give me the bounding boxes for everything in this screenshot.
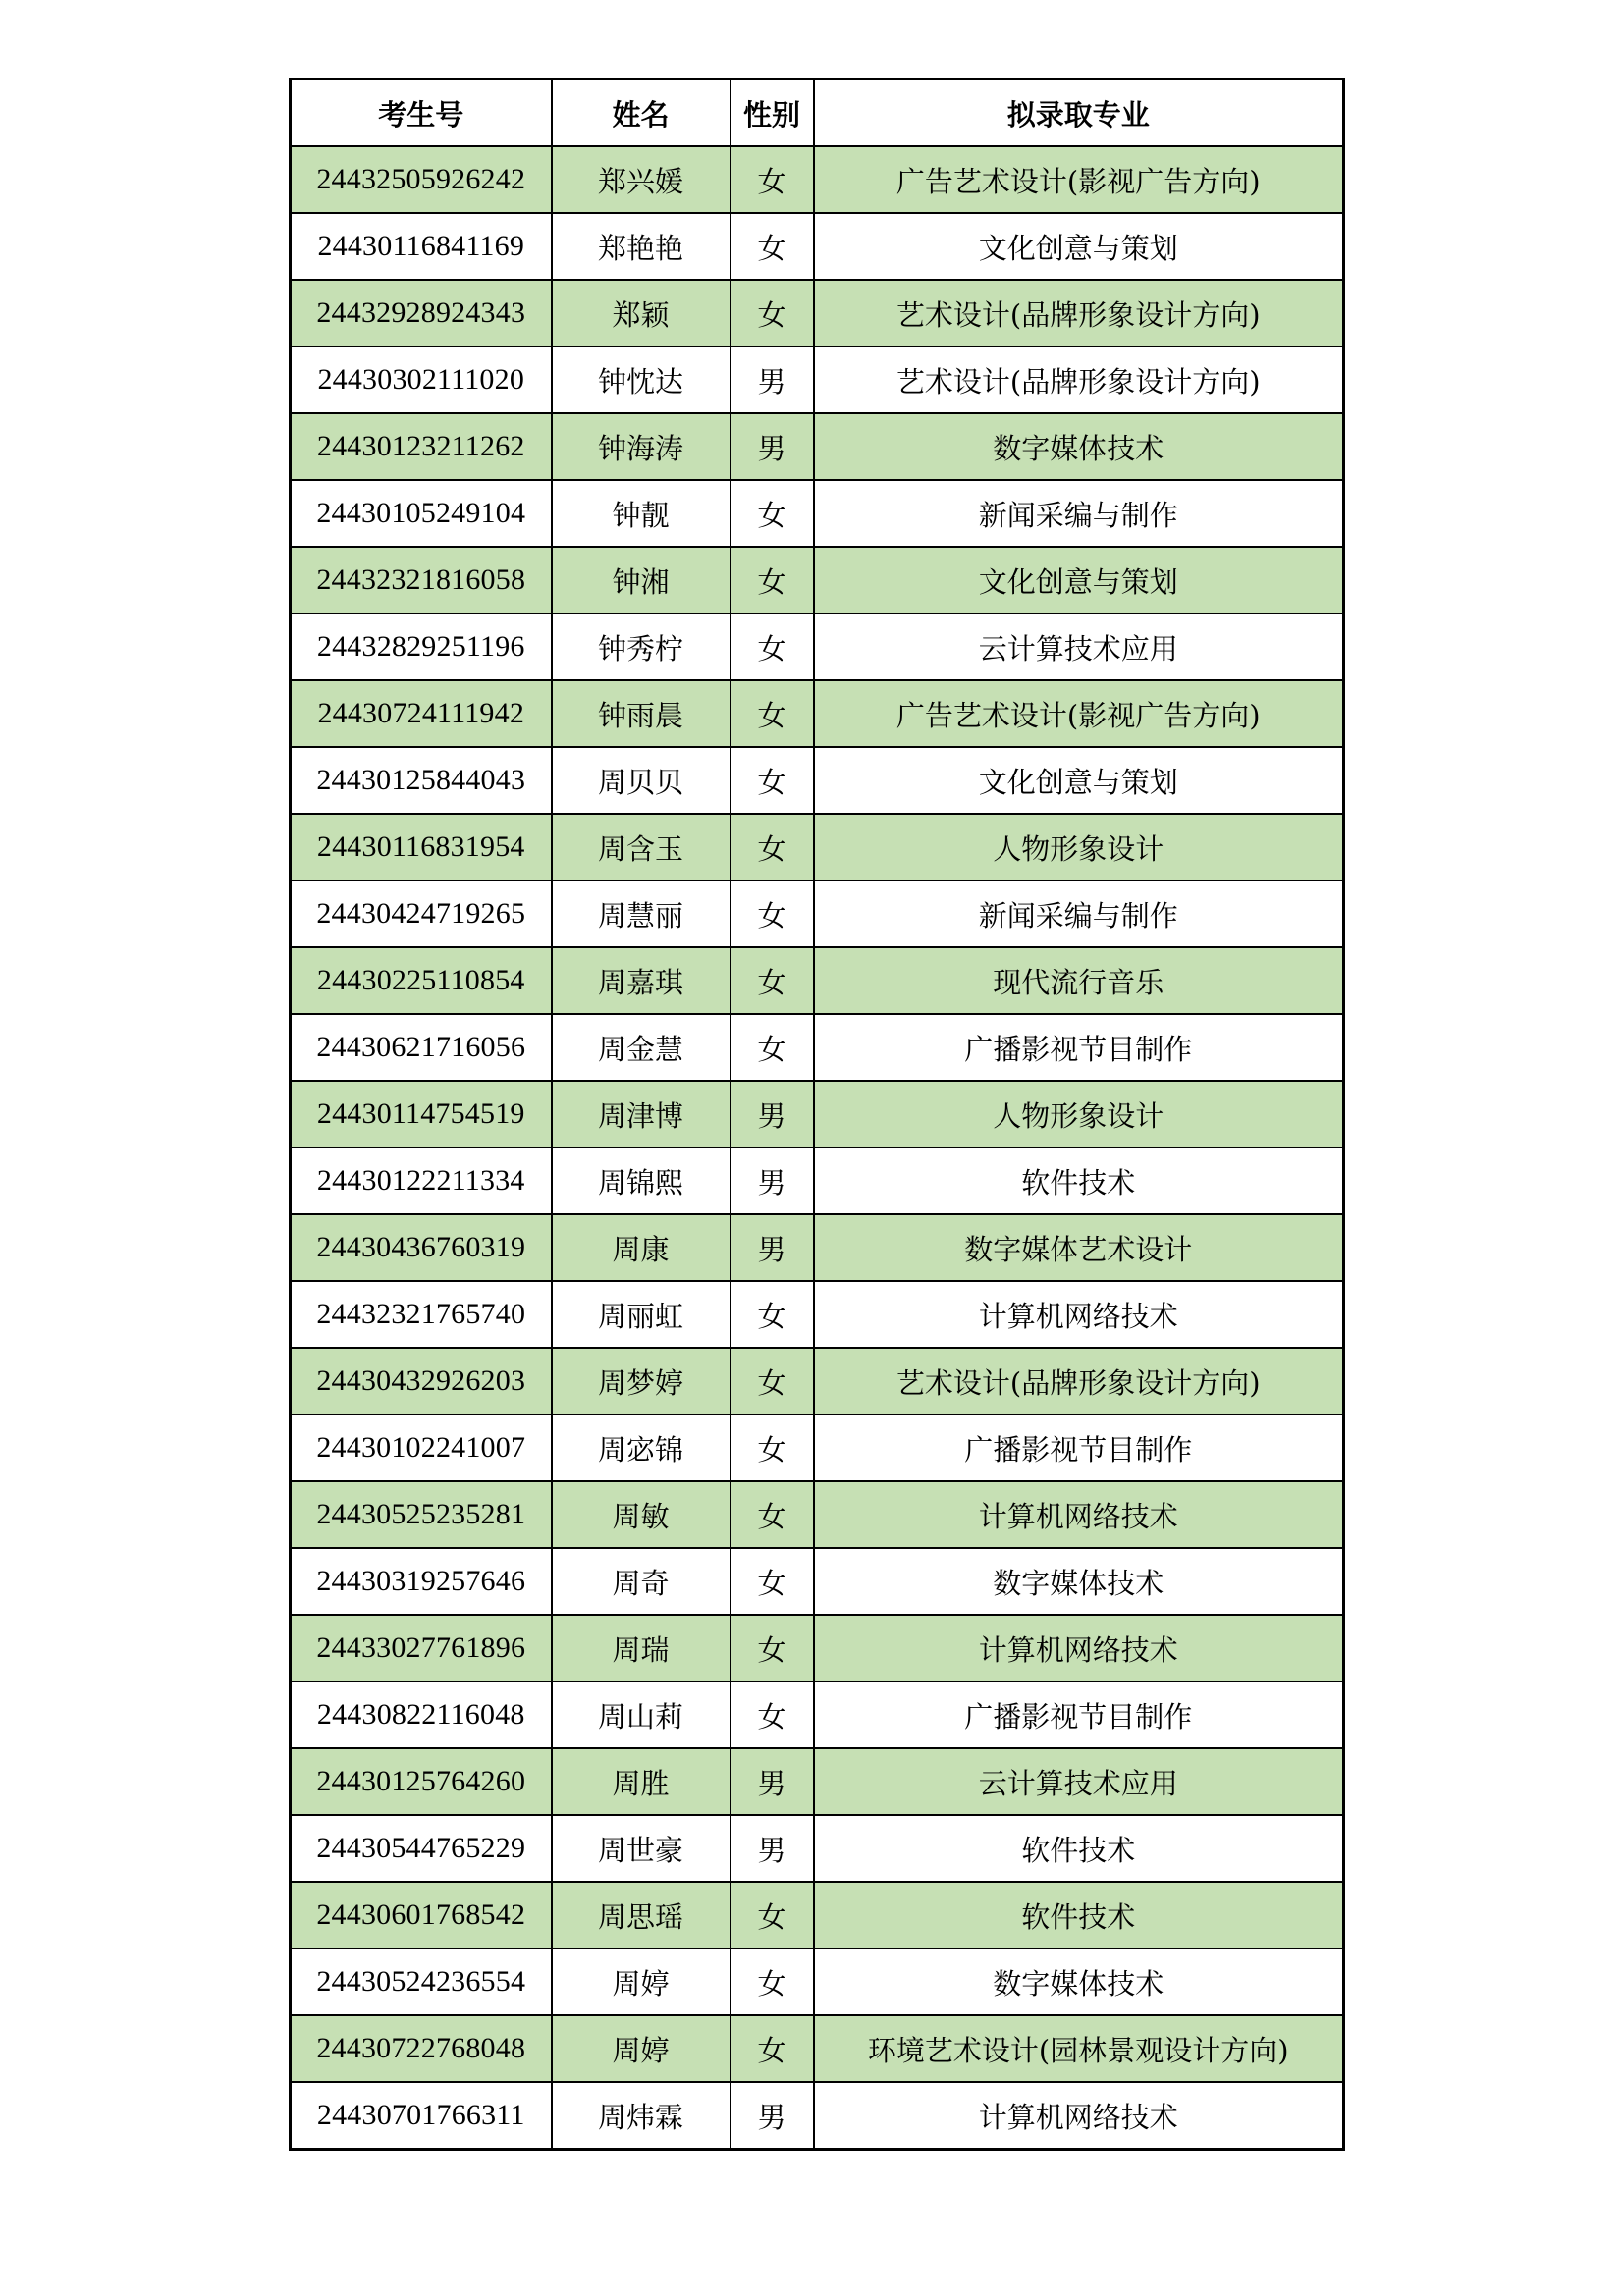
gender-cell: 女 bbox=[731, 1281, 814, 1348]
student-name-cell: 钟忱达 bbox=[552, 347, 731, 413]
header-name: 姓名 bbox=[552, 80, 731, 147]
major-cell: 数字媒体技术 bbox=[814, 1548, 1344, 1615]
header-gender: 性别 bbox=[731, 80, 814, 147]
major-cell: 艺术设计(品牌形象设计方向) bbox=[814, 347, 1344, 413]
exam-id-cell: 24430524236554 bbox=[291, 1949, 552, 2015]
table-row bbox=[291, 947, 1344, 1014]
exam-id-cell: 24432829251196 bbox=[291, 614, 552, 680]
student-name-cell: 周炜霖 bbox=[552, 2082, 731, 2150]
table-row bbox=[291, 413, 1344, 480]
major-cell: 数字媒体技术 bbox=[814, 413, 1344, 480]
gender-cell: 男 bbox=[731, 347, 814, 413]
exam-id-cell: 24432928924343 bbox=[291, 280, 552, 347]
student-name-cell: 周梦婷 bbox=[552, 1348, 731, 1415]
major-cell: 新闻采编与制作 bbox=[814, 881, 1344, 947]
exam-id-cell: 24430319257646 bbox=[291, 1548, 552, 1615]
major-cell: 计算机网络技术 bbox=[814, 1615, 1344, 1682]
student-name-cell: 周世豪 bbox=[552, 1815, 731, 1882]
table-header-row bbox=[291, 80, 1344, 147]
major-cell: 数字媒体技术 bbox=[814, 1949, 1344, 2015]
major-cell: 计算机网络技术 bbox=[814, 1281, 1344, 1348]
major-cell: 广播影视节目制作 bbox=[814, 1682, 1344, 1748]
gender-cell: 男 bbox=[731, 1815, 814, 1882]
exam-id-cell: 24432321765740 bbox=[291, 1281, 552, 1348]
exam-id-cell: 24430822116048 bbox=[291, 1682, 552, 1748]
table-row bbox=[291, 280, 1344, 347]
student-name-cell: 周金慧 bbox=[552, 1014, 731, 1081]
major-cell: 艺术设计(品牌形象设计方向) bbox=[814, 1348, 1344, 1415]
major-cell: 文化创意与策划 bbox=[814, 747, 1344, 814]
major-cell: 环境艺术设计(园林景观设计方向) bbox=[814, 2015, 1344, 2082]
student-name-cell: 周奇 bbox=[552, 1548, 731, 1615]
header-exam-id: 考生号 bbox=[291, 80, 552, 147]
student-name-cell: 周贝贝 bbox=[552, 747, 731, 814]
gender-cell: 女 bbox=[731, 1615, 814, 1682]
major-cell: 新闻采编与制作 bbox=[814, 480, 1344, 547]
header-major: 拟录取专业 bbox=[814, 80, 1344, 147]
exam-id-cell: 24430125844043 bbox=[291, 747, 552, 814]
exam-id-cell: 24430302111020 bbox=[291, 347, 552, 413]
table-row bbox=[291, 1815, 1344, 1882]
major-cell: 艺术设计(品牌形象设计方向) bbox=[814, 280, 1344, 347]
table-row bbox=[291, 1882, 1344, 1949]
table-row bbox=[291, 1415, 1344, 1481]
major-cell: 广告艺术设计(影视广告方向) bbox=[814, 146, 1344, 213]
gender-cell: 女 bbox=[731, 213, 814, 280]
exam-id-cell: 24430436760319 bbox=[291, 1214, 552, 1281]
table-row bbox=[291, 2082, 1344, 2150]
student-name-cell: 周婷 bbox=[552, 2015, 731, 2082]
exam-id-cell: 24430102241007 bbox=[291, 1415, 552, 1481]
exam-id-cell: 24430525235281 bbox=[291, 1481, 552, 1548]
student-name-cell: 周慧丽 bbox=[552, 881, 731, 947]
gender-cell: 女 bbox=[731, 947, 814, 1014]
gender-cell: 女 bbox=[731, 1014, 814, 1081]
table-row bbox=[291, 547, 1344, 614]
student-name-cell: 周宓锦 bbox=[552, 1415, 731, 1481]
exam-id-cell: 24430621716056 bbox=[291, 1014, 552, 1081]
gender-cell: 女 bbox=[731, 1348, 814, 1415]
exam-id-cell: 24430114754519 bbox=[291, 1081, 552, 1148]
student-name-cell: 周丽虹 bbox=[552, 1281, 731, 1348]
major-cell: 广告艺术设计(影视广告方向) bbox=[814, 680, 1344, 747]
student-name-cell: 周敏 bbox=[552, 1481, 731, 1548]
table-row bbox=[291, 881, 1344, 947]
exam-id-cell: 24430722768048 bbox=[291, 2015, 552, 2082]
student-name-cell: 钟海涛 bbox=[552, 413, 731, 480]
exam-id-cell: 24430432926203 bbox=[291, 1348, 552, 1415]
exam-id-cell: 24430724111942 bbox=[291, 680, 552, 747]
gender-cell: 女 bbox=[731, 1682, 814, 1748]
major-cell: 软件技术 bbox=[814, 1148, 1344, 1214]
table-row bbox=[291, 480, 1344, 547]
exam-id-cell: 24430123211262 bbox=[291, 413, 552, 480]
student-name-cell: 周嘉琪 bbox=[552, 947, 731, 1014]
gender-cell: 男 bbox=[731, 2082, 814, 2150]
major-cell: 数字媒体艺术设计 bbox=[814, 1214, 1344, 1281]
gender-cell: 女 bbox=[731, 1481, 814, 1548]
exam-id-cell: 24433027761896 bbox=[291, 1615, 552, 1682]
major-cell: 计算机网络技术 bbox=[814, 1481, 1344, 1548]
table-body bbox=[291, 146, 1344, 2150]
gender-cell: 女 bbox=[731, 1882, 814, 1949]
table-row bbox=[291, 747, 1344, 814]
table-row bbox=[291, 1281, 1344, 1348]
table-row bbox=[291, 1148, 1344, 1214]
student-name-cell: 周含玉 bbox=[552, 814, 731, 881]
exam-id-cell: 24432505926242 bbox=[291, 146, 552, 213]
table-row bbox=[291, 1014, 1344, 1081]
table-row bbox=[291, 680, 1344, 747]
table-row bbox=[291, 347, 1344, 413]
table-row bbox=[291, 1748, 1344, 1815]
gender-cell: 女 bbox=[731, 280, 814, 347]
table-row bbox=[291, 1214, 1344, 1281]
gender-cell: 女 bbox=[731, 614, 814, 680]
major-cell: 计算机网络技术 bbox=[814, 2082, 1344, 2150]
table-row bbox=[291, 1615, 1344, 1682]
admission-table bbox=[289, 78, 1345, 2151]
exam-id-cell: 24430125764260 bbox=[291, 1748, 552, 1815]
major-cell: 云计算技术应用 bbox=[814, 614, 1344, 680]
major-cell: 人物形象设计 bbox=[814, 1081, 1344, 1148]
gender-cell: 男 bbox=[731, 1214, 814, 1281]
exam-id-cell: 24430105249104 bbox=[291, 480, 552, 547]
gender-cell: 女 bbox=[731, 146, 814, 213]
exam-id-cell: 24430225110854 bbox=[291, 947, 552, 1014]
exam-id-cell: 24430544765229 bbox=[291, 1815, 552, 1882]
major-cell: 云计算技术应用 bbox=[814, 1748, 1344, 1815]
gender-cell: 女 bbox=[731, 814, 814, 881]
exam-id-cell: 24430601768542 bbox=[291, 1882, 552, 1949]
student-name-cell: 钟雨晨 bbox=[552, 680, 731, 747]
student-name-cell: 钟靓 bbox=[552, 480, 731, 547]
table-row bbox=[291, 614, 1344, 680]
exam-id-cell: 24432321816058 bbox=[291, 547, 552, 614]
table-row bbox=[291, 1949, 1344, 2015]
admission-list-sheet bbox=[289, 78, 1342, 2151]
major-cell: 广播影视节目制作 bbox=[814, 1415, 1344, 1481]
table-row bbox=[291, 1081, 1344, 1148]
student-name-cell: 钟湘 bbox=[552, 547, 731, 614]
major-cell: 文化创意与策划 bbox=[814, 547, 1344, 614]
table-row bbox=[291, 1548, 1344, 1615]
table-row bbox=[291, 1682, 1344, 1748]
table-row bbox=[291, 814, 1344, 881]
gender-cell: 男 bbox=[731, 413, 814, 480]
gender-cell: 女 bbox=[731, 1415, 814, 1481]
student-name-cell: 周康 bbox=[552, 1214, 731, 1281]
student-name-cell: 周山莉 bbox=[552, 1682, 731, 1748]
gender-cell: 男 bbox=[731, 1748, 814, 1815]
student-name-cell: 周瑞 bbox=[552, 1615, 731, 1682]
student-name-cell: 周思瑶 bbox=[552, 1882, 731, 1949]
gender-cell: 女 bbox=[731, 881, 814, 947]
gender-cell: 女 bbox=[731, 680, 814, 747]
gender-cell: 女 bbox=[731, 480, 814, 547]
major-cell: 软件技术 bbox=[814, 1815, 1344, 1882]
gender-cell: 女 bbox=[731, 2015, 814, 2082]
exam-id-cell: 24430701766311 bbox=[291, 2082, 552, 2150]
major-cell: 人物形象设计 bbox=[814, 814, 1344, 881]
gender-cell: 女 bbox=[731, 547, 814, 614]
table-row bbox=[291, 1348, 1344, 1415]
table-row bbox=[291, 213, 1344, 280]
major-cell: 文化创意与策划 bbox=[814, 213, 1344, 280]
gender-cell: 女 bbox=[731, 1949, 814, 2015]
exam-id-cell: 24430116841169 bbox=[291, 213, 552, 280]
student-name-cell: 周锦熙 bbox=[552, 1148, 731, 1214]
gender-cell: 女 bbox=[731, 747, 814, 814]
major-cell: 广播影视节目制作 bbox=[814, 1014, 1344, 1081]
table-row bbox=[291, 1481, 1344, 1548]
exam-id-cell: 24430116831954 bbox=[291, 814, 552, 881]
student-name-cell: 钟秀柠 bbox=[552, 614, 731, 680]
student-name-cell: 郑艳艳 bbox=[552, 213, 731, 280]
student-name-cell: 周胜 bbox=[552, 1748, 731, 1815]
table-row bbox=[291, 2015, 1344, 2082]
table-row bbox=[291, 146, 1344, 213]
gender-cell: 男 bbox=[731, 1081, 814, 1148]
exam-id-cell: 24430424719265 bbox=[291, 881, 552, 947]
student-name-cell: 周津博 bbox=[552, 1081, 731, 1148]
gender-cell: 女 bbox=[731, 1548, 814, 1615]
gender-cell: 男 bbox=[731, 1148, 814, 1214]
student-name-cell: 郑颖 bbox=[552, 280, 731, 347]
major-cell: 现代流行音乐 bbox=[814, 947, 1344, 1014]
student-name-cell: 周婷 bbox=[552, 1949, 731, 2015]
student-name-cell: 郑兴媛 bbox=[552, 146, 731, 213]
exam-id-cell: 24430122211334 bbox=[291, 1148, 552, 1214]
major-cell: 软件技术 bbox=[814, 1882, 1344, 1949]
